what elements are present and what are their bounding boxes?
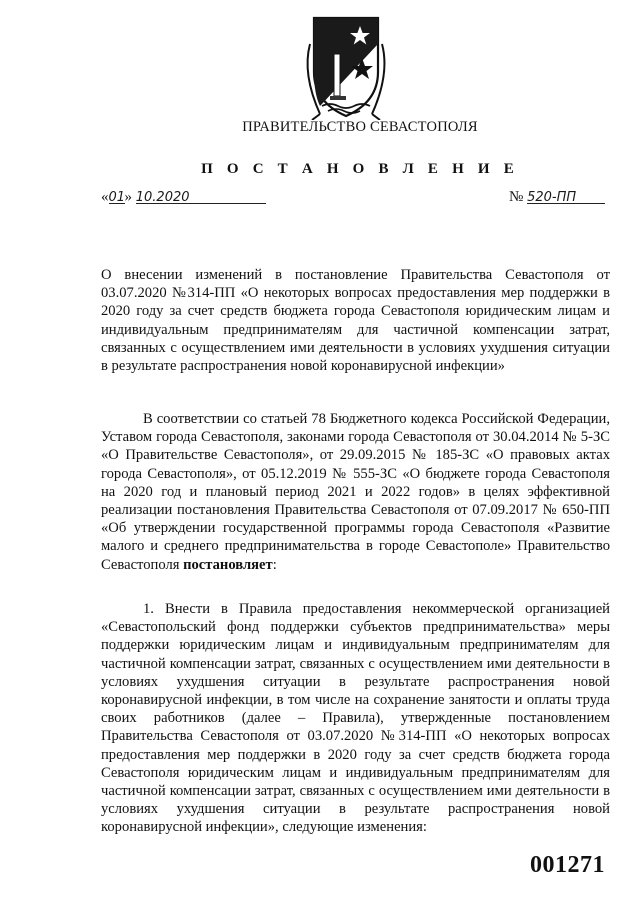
number-field	[527, 189, 605, 204]
date-quote-close: »	[124, 189, 132, 205]
date-day-field	[109, 189, 125, 204]
document-date	[101, 189, 266, 206]
number-prefix: №	[509, 189, 524, 205]
sevastopol-coat-of-arms-icon	[300, 14, 392, 120]
date-month-year: 10.2020	[135, 190, 190, 205]
number-value: 520-ПП	[527, 190, 577, 205]
date-day: 01	[108, 190, 126, 205]
document-number	[509, 189, 605, 206]
document-type-title: П О С Т А Н О В Л Е Н И Е	[201, 161, 519, 177]
preamble-decree-word: постановляет	[183, 556, 273, 573]
date-month-year-field	[136, 189, 266, 204]
document-subject: О внесении изменений в постановление Правительства Севастополя от 03.07.2020 №314-ПП «О некоторых вопросах предоставления мер поддержки в 2020 году за счет средств бюджета города Севастополя юридическим лицам и индивидуальным предпринимателям для частичной компенсации затрат, связанных с осуществлением ими деятельности в условиях ухудшения ситуации в результате распространения новой коронавирусной инфекции»	[101, 267, 610, 375]
date-quote-open: «	[101, 189, 109, 205]
preamble-text: В соответствии со статьей 78 Бюджетного кодекса Российской Федерации, Уставом города Севастополя, законами города Севастополя от 30.04.2014 № 5-ЗС «О Правительстве Севастополя», от 29.09.2015 № 185-ЗС «О правовых актах города Севастополя», от 05.12.2019 № 555-ЗС «О бюджете города Севастополя на 2020 год и плановый период 2021 и 2022 годов» в целях эффективной реализации постановления Правительства Севастополя от 07.09.2017 № 650-ПП «Об утверждении государственной программы города Севастополя «Развитие малого и среднего предпринимательства в городе Севастополе» Правительство Севастополя	[101, 411, 610, 573]
government-title: ПРАВИТЕЛЬСТВО СЕВАСТОПОЛЯ	[242, 119, 478, 135]
item-1-paragraph: 1. Внести в Правила предоставления некоммерческой организацией «Севастопольский фонд поддержки субъектов предпринимательства» меры поддержки юридическим лицам и индивидуальным предпринимателям для частичной компенсации затрат, связанных с осуществлением ими деятельности в условиях ухудшения ситуации в результате распространения новой коронавирусной инфекции, в том числе на сохранение занятости и оплаты труда своих работников (далее – Правила), утвержденные постановлением Правительства Севастополя от 03.07.2020 №314-ПП «О некоторых вопросах предоставления мер поддержки в 2020 году за счет средств бюджета города Севастополя юридическим лицам и индивидуальным предпринимателям для частичной компенсации затрат, связанных с осуществлением ими деятельности в условиях ухудшения ситуации в результате распространения новой коронавирусной инфекции», следующие изменения:	[101, 601, 610, 836]
preamble-tail: :	[272, 556, 277, 573]
preamble-paragraph	[101, 410, 610, 574]
serial-number: 001271	[530, 852, 605, 878]
